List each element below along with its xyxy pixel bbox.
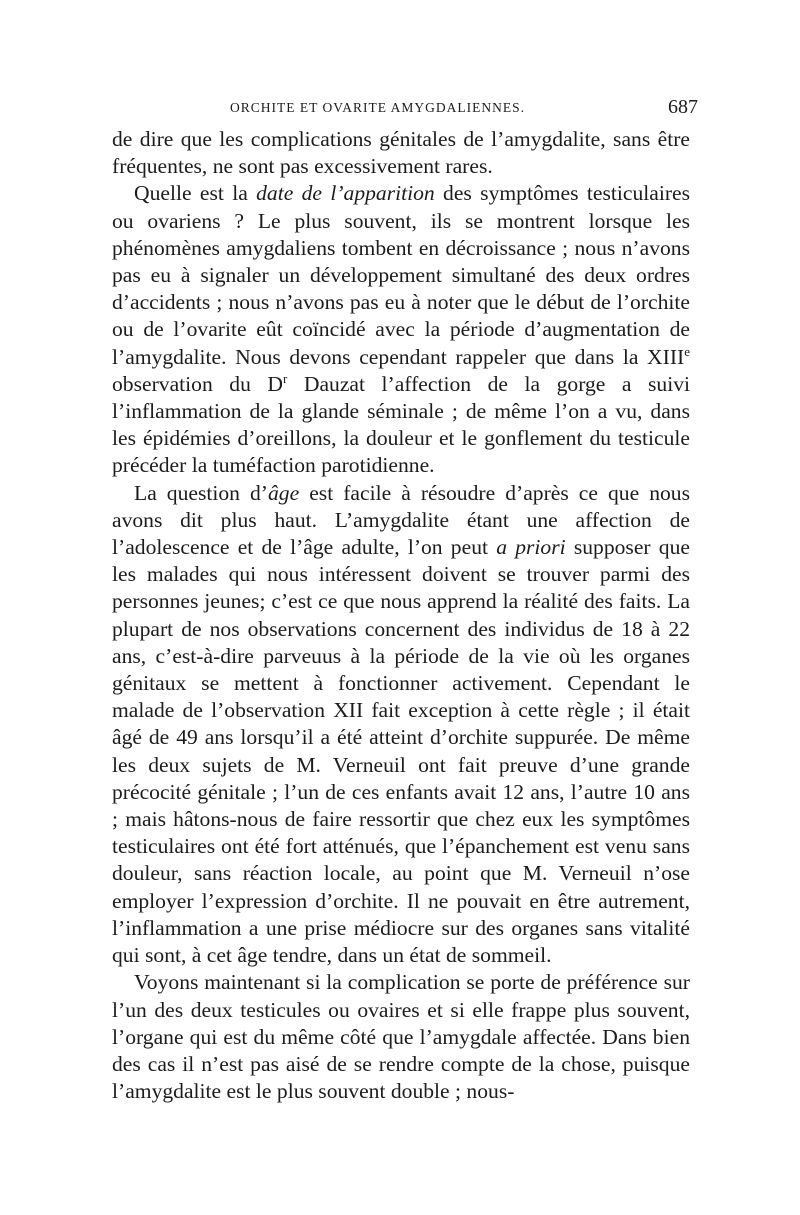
paragraph-2	[112, 180, 690, 479]
superscript-r: r	[283, 370, 288, 386]
paragraph-2-text-d: Dauzat l’affection de la gorge a suivi l’inflammation de la glande séminale ; de même l’on a vu, dans les épidémies d’oreillons, la douleur et le gonflement du testicule précéder la tuméfaction parotidienne.	[112, 371, 691, 478]
paragraph-3	[112, 480, 690, 970]
paragraph-4-text: Voyons maintenant si la complication se porte de préférence sur l’un des deux testicules ou ovaires et si elle frappe plus souvent, l’organe qui est du même côté que l’amygdale affectée. Dans bien des cas il n’est pas aisé de se rendre compte de la chose, puisque l’amygdalite est le plus souvent double ; nous-	[112, 970, 690, 1104]
paragraph-3-text-c: supposer que les malades qui nous intéressent doivent se trouver parmi des personnes jeunes; c’est ce que nous apprend la réalité des faits. La plupart de nos observations concernent des individus de 18 à 22 ans, c’est-à-dire parveuus à la période de la vie où les organes génitaux se mettent à fonctionner activement. Cependant le malade de l’observation XII fait exception à cette règle ; il était âgé de 49 ans lorsqu’il a été atteint d’orchite suppurée. De même les deux sujets de M. Verneuil ont fait preuve d’une grande précocité génitale ; l’un de ces enfants avait 12 ans, l’autre 10 ans ; mais hâtons-nous de faire ressortir que chez eux les symptômes testiculaires ont été fort atténués, que l’épanchement est venu sans douleur, sans réaction locale, au point que M. Verneuil n’ose employer l’expression d’orchite. Il ne pouvait en être autrement, l’inflammation a une prise médiocre sur des organes sans vitalité qui sont, à cet âge tendre, dans un état de sommeil.	[112, 535, 690, 968]
paragraph-3-italic-age: âge	[268, 480, 300, 505]
paragraph-1	[112, 126, 690, 180]
paragraph-2-text-b: des symptômes testiculaires ou ovariens ? Le plus souvent, ils se montrent lorsque les phénomènes amygdaliens tombent en décroissance ; nous n’avons pas eu à signaler un développement simultané des deux ordres d’accidents ; nous n’avons pas eu à noter que le début de l’orchite ou de l’ovarite eût coïncidé avec la période d’augmentation de l’amygdalite. Nous devons cependant rappeler que dans la XIII	[112, 181, 690, 369]
running-title: ORCHITE ET OVARITE AMYGDALIENNES.	[230, 100, 525, 115]
superscript-e: e	[684, 343, 690, 359]
paragraph-3-text-b: est facile à résoudre d’après ce que nous avons dit plus haut. L’amygdalite étant une affection de l’adolescence et de l’âge adulte, l’on peut	[112, 480, 690, 560]
paragraph-4	[112, 969, 690, 1105]
paragraph-3-text-a: La question d’	[134, 480, 268, 505]
page-number: 687	[668, 96, 698, 118]
paragraph-2-text-c: observation du D	[112, 371, 283, 396]
book-page	[112, 96, 698, 1105]
body-text	[112, 126, 690, 1105]
paragraph-3-italic-a-priori: a priori	[496, 535, 566, 560]
running-head	[112, 96, 698, 126]
paragraph-2-italic: date de l’apparition	[256, 181, 435, 206]
paragraph-1-text: de dire que les complications génitales de l’amygdalite, sans être fréquentes, ne sont pas excessivement rares.	[112, 127, 690, 179]
paragraph-2-text-a: Quelle est la	[134, 181, 257, 206]
